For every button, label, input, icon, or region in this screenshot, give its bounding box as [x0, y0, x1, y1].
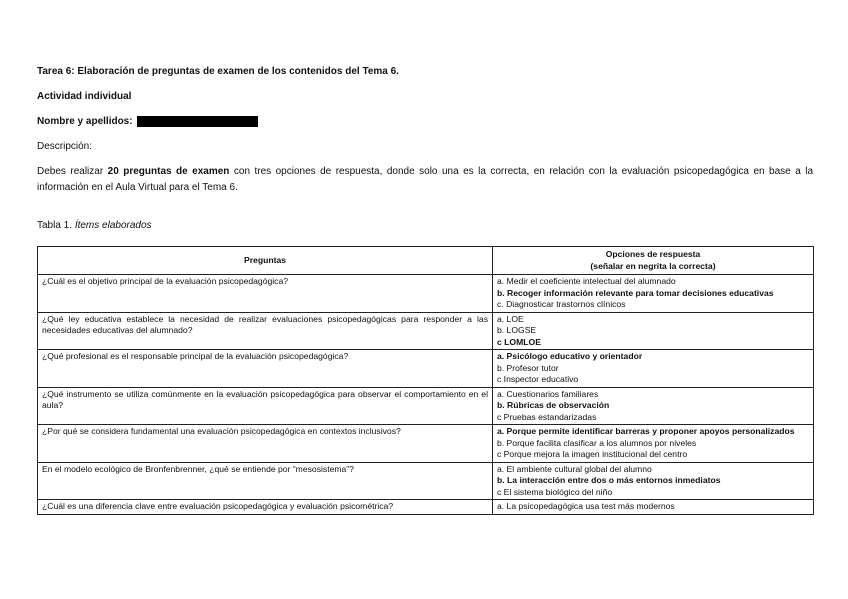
answer-option: b. Profesor tutor [497, 362, 559, 373]
options-cell [493, 350, 814, 388]
correct-option: a. Psicólogo educativo y orientador [497, 351, 643, 361]
description-label: Descripción: [37, 141, 93, 152]
table-row [38, 500, 814, 515]
description-bold: 20 preguntas de examen [107, 166, 230, 177]
question-cell: ¿Qué profesional es el responsable principal de la evaluación psicopedagógica? [38, 350, 493, 388]
answer-option: a. La psicopedagógica usa test más modernos [497, 501, 675, 511]
options-header-line2: (señalar en negrita la correcta) [590, 260, 716, 271]
options-cell [493, 425, 814, 463]
answer-option: a. Medir el coeficiente intelectual del alumnado [497, 276, 676, 286]
answer-option: b. LOGSE [497, 325, 537, 335]
correct-option: c LOMLOE [497, 336, 541, 347]
correct-option: b. La interacción entre dos o más entornos inmediatos [497, 475, 721, 485]
redacted-name [137, 116, 258, 127]
table-row [38, 312, 814, 350]
question-cell: ¿Cuál es el objetivo principal de la evaluación psicopedagógica? [38, 275, 493, 313]
question-cell: ¿Qué ley educativa establece la necesidad de realizar evaluaciones psicopedagógicas para responder a las necesidades educativas del alumnado? [38, 312, 493, 350]
name-field [37, 116, 258, 127]
options-cell [493, 500, 814, 515]
correct-option: b. Recoger información relevante para tomar decisiones educativas [497, 287, 774, 298]
table-header-row [38, 247, 814, 275]
table-row [38, 462, 814, 500]
question-cell: En el modelo ecológico de Bronfenbrenner, ¿qué se entiende por “mesosistema”? [38, 462, 493, 500]
description-before: Debes realizar [37, 166, 108, 177]
questions-header: Preguntas [38, 247, 493, 275]
answer-option: a. Cuestionarios familiares [497, 388, 599, 399]
options-cell [493, 275, 814, 313]
options-header-line1: Opciones de respuesta [605, 249, 701, 259]
items-table [37, 246, 814, 515]
description-text [37, 164, 813, 196]
question-cell: ¿Qué instrumento se utiliza comúnmente en la evaluación psicopedagógica para observar el comportamiento en el aula? [38, 387, 493, 425]
table-caption [37, 220, 152, 231]
answer-option: b. Porque facilita clasificar a los alumnos por niveles [497, 437, 697, 448]
options-cell [493, 312, 814, 350]
activity-type: Actividad individual [37, 91, 132, 102]
correct-option: b. Rúbricas de observación [497, 400, 610, 410]
options-cell [493, 462, 814, 500]
table-row [38, 350, 814, 388]
caption-title: Ítems elaborados [74, 220, 152, 231]
answer-option: c. Diagnosticar trastornos clínicos [497, 299, 626, 309]
answer-option: c El sistema biológico del niño [497, 486, 613, 497]
question-cell: ¿Cuál es una diferencia clave entre evaluación psicopedagógica y evaluación psicométrica? [38, 500, 493, 515]
options-header [493, 247, 814, 275]
answer-option: c Pruebas estandarizadas [497, 411, 597, 422]
correct-option: a. Porque permite identificar barreras y proponer apoyos personalizados [497, 426, 795, 436]
answer-option: a. LOE [497, 313, 524, 324]
table-row [38, 387, 814, 425]
table-row [38, 275, 814, 313]
caption-prefix: Tabla 1. [37, 220, 75, 231]
description-after: con tres opciones de respuesta, donde solo una es la correcta, en relación con la evaluación psicopedagógica en base a la información en el Aula Virtual para el Tema 6. [37, 166, 813, 193]
answer-option: c Porque mejora la imagen institucional del centro [497, 449, 688, 459]
question-cell: ¿Por qué se considera fundamental una evaluación psicopedagógica en contextos inclusivos? [38, 425, 493, 463]
answer-option: a. El ambiente cultural global del alumno [497, 463, 652, 474]
name-label: Nombre y apellidos: [37, 116, 133, 127]
document-title: Tarea 6: Elaboración de preguntas de examen de los contenidos del Tema 6. [37, 66, 399, 77]
answer-option: c Inspector educativo [497, 374, 579, 384]
options-cell [493, 387, 814, 425]
table-row [38, 425, 814, 463]
